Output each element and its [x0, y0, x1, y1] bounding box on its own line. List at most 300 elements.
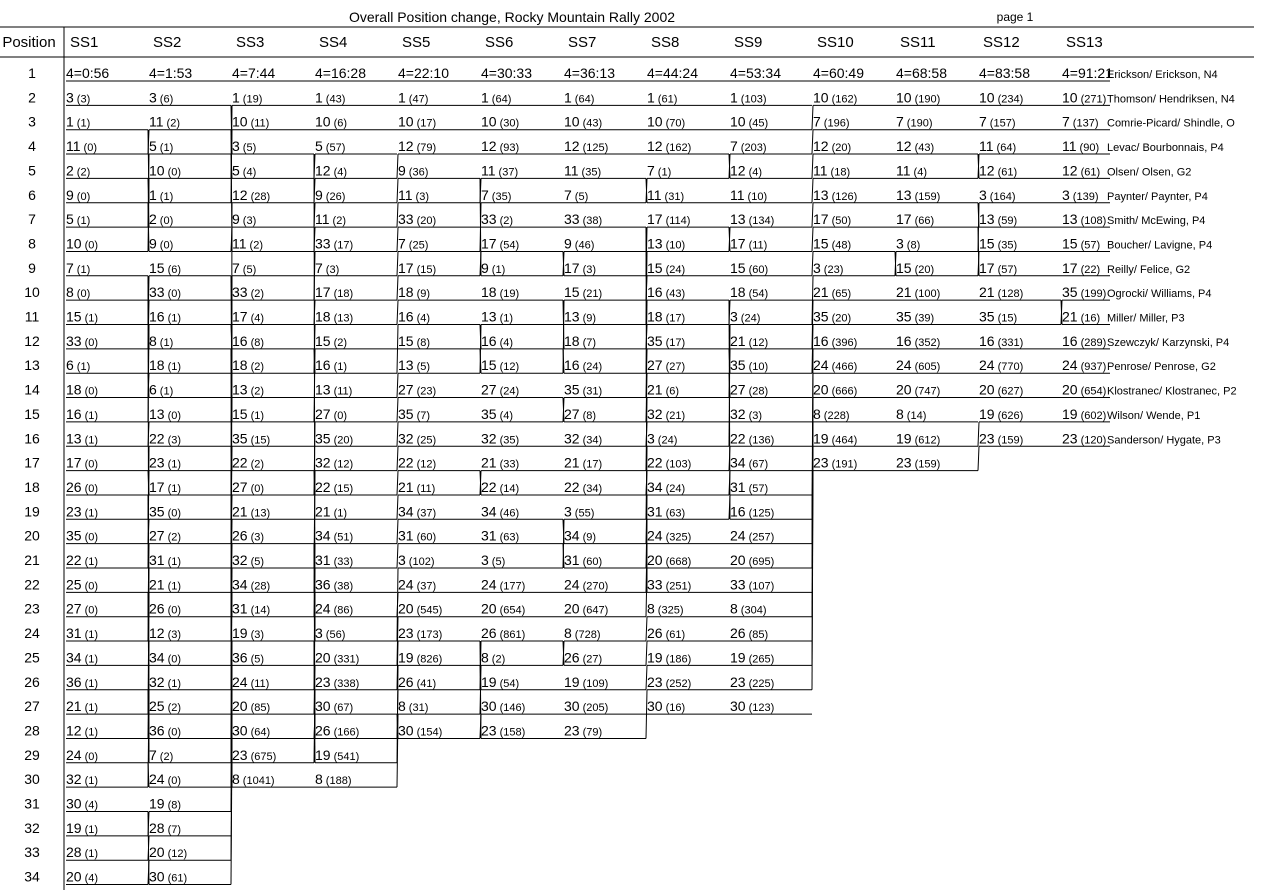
car-number: 12 [1062, 162, 1078, 179]
stage-cell [647, 528, 691, 544]
car-number: 18 [481, 284, 497, 301]
car-number: 10 [232, 113, 248, 130]
car-number: 27 [730, 381, 746, 398]
car-number: 23 [481, 722, 497, 739]
car-number: 33 [149, 284, 165, 301]
car-number: 21 [481, 454, 497, 471]
car-number: 17 [398, 259, 414, 276]
car-number: 20 [315, 649, 331, 666]
seconds-behind: (35) [499, 434, 520, 447]
seconds-behind: (1) [84, 823, 99, 836]
stage-cell [232, 114, 269, 130]
stage-cell [66, 771, 98, 787]
seconds-behind: (0) [167, 507, 182, 520]
car-number: 7 [481, 186, 489, 203]
seconds-behind: (19) [242, 93, 263, 106]
stage-cell [481, 89, 511, 105]
seconds-behind: (1) [167, 677, 182, 690]
stage-cell [979, 382, 1023, 398]
position-number: 10 [24, 284, 40, 301]
stage-cell [979, 114, 1015, 130]
seconds-behind: (396) [831, 336, 858, 349]
seconds-behind: (33) [333, 556, 354, 568]
stage-cell [398, 114, 436, 130]
car-number: 7 [813, 113, 821, 130]
car-number: 12 [398, 138, 414, 155]
stage-cell [564, 284, 602, 300]
seconds-behind: (34) [582, 482, 603, 495]
car-number: 3 [315, 625, 323, 642]
car-number: 21 [66, 698, 82, 715]
stage-cell [647, 455, 691, 471]
car-number: 20 [398, 600, 414, 617]
position-number: 28 [24, 722, 40, 739]
car-number: 15 [481, 357, 497, 374]
seconds-behind: (139) [1072, 190, 1099, 203]
car-number: 12 [730, 162, 746, 179]
seconds-behind: (4) [84, 799, 99, 812]
stage-cell [647, 357, 685, 373]
car-number: 13 [315, 381, 331, 398]
car-number: 8 [481, 649, 489, 666]
stage-cell [315, 552, 353, 568]
crew-name: Wilson/ Wende, P1 [1107, 409, 1201, 422]
seconds-behind: (12) [333, 458, 354, 471]
car-number: 34 [149, 649, 165, 666]
seconds-behind: (22) [1080, 263, 1101, 276]
car-number: 22 [66, 552, 82, 568]
stage-cell [398, 406, 430, 422]
seconds-behind: (3) [76, 93, 91, 106]
stage-cell [896, 162, 927, 178]
stage-cell [398, 601, 442, 617]
car-number: 12 [481, 138, 497, 155]
stage-cell [813, 235, 851, 251]
car-number: 4 [979, 65, 987, 81]
seconds-behind: (1) [159, 190, 174, 203]
car-number: 15 [647, 259, 663, 276]
stage-cell [66, 820, 98, 836]
car-number: 17 [564, 259, 580, 276]
leader-time: =36:13 [571, 65, 616, 81]
car-number: 4 [398, 65, 406, 81]
seconds-behind: (51) [333, 531, 354, 544]
stage-cell [730, 528, 774, 544]
seconds-behind: (16) [1080, 312, 1101, 325]
crew-name: Thomson/ Hendriksen, N4 [1107, 93, 1235, 106]
seconds-behind: (6) [333, 117, 348, 130]
seconds-behind: (4) [499, 336, 514, 349]
seconds-behind: (48) [831, 239, 852, 252]
seconds-behind: (304) [740, 604, 767, 617]
seconds-behind: (1) [84, 677, 99, 690]
stage-cell [398, 503, 436, 519]
seconds-behind: (199) [1080, 288, 1107, 301]
seconds-behind: (265) [748, 653, 775, 666]
stage-cell [813, 382, 857, 398]
stage-cell [647, 382, 679, 398]
stage-cell [149, 382, 173, 398]
stage-cell [315, 211, 346, 227]
car-number: 20 [730, 552, 746, 568]
position-number: 22 [24, 576, 40, 593]
car-number: 21 [232, 503, 248, 520]
car-number: 25 [66, 576, 82, 593]
seconds-behind: (338) [333, 677, 360, 690]
position-number: 13 [24, 357, 40, 374]
car-number: 23 [315, 673, 331, 690]
position-number: 21 [24, 552, 40, 568]
seconds-behind: (57) [748, 482, 769, 495]
car-number: 21 [979, 284, 995, 301]
car-number: 7 [730, 138, 738, 155]
car-number: 13 [896, 186, 912, 203]
seconds-behind: (67) [333, 702, 354, 715]
seconds-behind: (1) [84, 653, 99, 666]
car-number: 16 [1062, 332, 1078, 349]
stage-cell [481, 601, 525, 617]
stage-cell [66, 162, 90, 178]
seconds-behind: (6) [665, 385, 680, 398]
stage-cell [232, 65, 275, 81]
seconds-behind: (1) [167, 312, 182, 325]
stage-cell [813, 162, 850, 178]
seconds-behind: (190) [914, 93, 941, 106]
car-number: 5 [66, 211, 74, 228]
stage-cell [66, 528, 98, 544]
stage-cell [564, 260, 596, 276]
car-number: 33 [730, 576, 746, 593]
car-number: 23 [813, 454, 829, 471]
stage-cell [232, 479, 264, 495]
seconds-behind: (11) [250, 117, 270, 130]
stage-cell [315, 771, 351, 787]
seconds-behind: (13) [333, 312, 354, 325]
car-number: 10 [979, 89, 995, 106]
seconds-behind: (54) [499, 239, 520, 252]
seconds-behind: (31) [582, 385, 603, 398]
seconds-behind: (177) [499, 580, 526, 593]
stage-cell [979, 406, 1023, 422]
seconds-behind: (154) [416, 726, 443, 739]
leader-time: =68:58 [903, 65, 948, 81]
chart-title: Overall Position change, Rocky Mountain Rally 2002 [348, 9, 676, 25]
position-number: 16 [24, 430, 40, 447]
seconds-behind: (3) [250, 531, 265, 544]
stage-cell [398, 138, 436, 154]
stage-cell [564, 674, 608, 690]
car-number: 32 [232, 552, 248, 568]
seconds-behind: (57) [325, 142, 346, 155]
car-number: 18 [564, 332, 580, 349]
car-number: 30 [481, 698, 497, 715]
car-number: 35 [647, 332, 663, 349]
seconds-behind: (125) [582, 142, 609, 155]
stage-cell [149, 284, 181, 300]
seconds-behind: (8) [906, 239, 921, 252]
car-number: 1 [730, 89, 738, 106]
stage-cell [979, 211, 1017, 227]
car-number: 11 [979, 138, 994, 155]
seconds-behind: (9) [582, 531, 597, 544]
stage-cell [813, 114, 849, 130]
stage-cell [66, 649, 98, 665]
car-number: 33 [481, 211, 497, 228]
car-number: 21 [149, 576, 165, 593]
seconds-behind: (162) [831, 93, 858, 106]
car-number: 31 [149, 552, 165, 568]
stage-header-ss9: SS9 [734, 34, 763, 51]
seconds-behind: (2) [499, 215, 514, 228]
stage-cell [564, 187, 588, 203]
stage-cell [730, 235, 767, 251]
car-number: 27 [315, 405, 331, 422]
car-number: 20 [149, 844, 165, 861]
car-number: 3 [481, 552, 489, 568]
position-numbers [24, 65, 40, 885]
car-number: 4 [481, 65, 489, 81]
seconds-behind: (28) [748, 385, 769, 398]
seconds-behind: (1) [657, 166, 672, 179]
car-number: 32 [398, 430, 414, 447]
seconds-behind: (4) [499, 409, 514, 422]
car-number: 24 [813, 357, 829, 374]
stage-cell [896, 406, 926, 422]
seconds-behind: (605) [914, 361, 941, 374]
stage-cell [232, 722, 270, 738]
seconds-behind: (5) [491, 556, 506, 568]
stage-cell [896, 260, 934, 276]
stage-cell [481, 479, 519, 495]
seconds-behind: (60) [748, 263, 769, 276]
seconds-behind: (18) [333, 288, 354, 301]
seconds-behind: (159) [997, 434, 1024, 447]
stage-cell [1062, 333, 1106, 349]
stage-cells [66, 65, 1113, 885]
stage-cell [647, 552, 691, 568]
stage-cell [730, 65, 781, 81]
stage-cell [1062, 309, 1100, 325]
seconds-behind: (1) [84, 556, 99, 568]
car-number: 16 [315, 357, 331, 374]
seconds-behind: (203) [740, 142, 767, 155]
position-number: 30 [24, 771, 40, 788]
stage-cell [481, 235, 519, 251]
seconds-behind: (43) [914, 142, 935, 155]
stage-cell [647, 211, 690, 227]
seconds-behind: (205) [582, 702, 609, 715]
seconds-behind: (9) [582, 312, 597, 325]
stage-cell [564, 430, 602, 446]
stage-cell [647, 601, 683, 617]
stage-cell [564, 649, 602, 665]
stage-cell [896, 114, 932, 130]
seconds-behind: (35) [997, 239, 1018, 252]
stage-cell [232, 333, 264, 349]
stage-cell [647, 625, 685, 641]
position-number: 9 [28, 259, 36, 276]
car-number: 15 [66, 308, 82, 325]
seconds-behind: (63) [499, 531, 520, 544]
car-number: 12 [896, 138, 912, 155]
car-number: 35 [315, 430, 331, 447]
car-number: 35 [398, 405, 414, 422]
car-number: 32 [564, 430, 580, 447]
leader-time: =0:56 [73, 65, 110, 81]
stage-cell [896, 89, 940, 105]
stage-cell [232, 674, 269, 690]
stage-cell [66, 382, 98, 398]
seconds-behind: (11) [416, 482, 436, 495]
car-number: 4 [730, 65, 738, 81]
stage-cell [149, 211, 173, 227]
stage-cell [149, 552, 181, 568]
position-number: 1 [28, 65, 36, 81]
car-number: 16 [896, 332, 912, 349]
stage-cell [564, 698, 608, 714]
seconds-behind: (24) [499, 385, 520, 398]
seconds-behind: (0) [76, 288, 91, 301]
seconds-behind: (136) [748, 434, 775, 447]
stage-cell [896, 187, 940, 203]
seconds-behind: (61) [1080, 166, 1101, 179]
car-number: 15 [979, 235, 995, 252]
seconds-behind: (28) [250, 580, 271, 593]
crew-name: Miller/ Miller, P3 [1107, 312, 1185, 325]
stage-cell [564, 576, 608, 592]
stage-cell [398, 576, 436, 592]
stage-cell [896, 284, 940, 300]
crew-name: Penrose/ Penrose, G2 [1107, 361, 1216, 374]
car-number: 34 [66, 649, 82, 666]
stage-cell [398, 333, 430, 349]
seconds-behind: (125) [748, 507, 775, 520]
car-number: 4 [315, 65, 323, 81]
car-number: 7 [896, 113, 904, 130]
stage-cell [149, 869, 187, 885]
stage-cell [232, 528, 264, 544]
seconds-behind: (57) [997, 263, 1018, 276]
stage-cell [398, 235, 428, 251]
seconds-behind: (1) [76, 263, 91, 276]
stage-headers [70, 34, 1103, 51]
stage-cell [896, 455, 940, 471]
car-number: 3 [232, 138, 240, 155]
stage-cell [730, 479, 768, 495]
seconds-behind: (14) [906, 409, 927, 422]
car-number: 19 [813, 430, 829, 447]
car-number: 12 [979, 162, 995, 179]
seconds-behind: (15) [250, 434, 271, 447]
seconds-behind: (55) [574, 507, 595, 520]
crew-name: Erickson/ Erickson, N4 [1107, 69, 1218, 81]
seconds-behind: (747) [914, 385, 941, 398]
car-number: 34 [647, 478, 663, 495]
car-number: 15 [398, 332, 414, 349]
seconds-behind: (43) [665, 288, 686, 301]
car-number: 35 [979, 308, 995, 325]
stage-cell [398, 698, 428, 714]
car-number: 4 [813, 65, 821, 81]
car-number: 3 [564, 503, 572, 520]
seconds-behind: (37) [498, 166, 519, 179]
seconds-behind: (93) [499, 142, 520, 155]
stage-cell [232, 698, 270, 714]
car-number: 16 [232, 332, 248, 349]
stage-cell [232, 625, 264, 641]
stage-cell [232, 503, 270, 519]
seconds-behind: (3) [748, 409, 763, 422]
car-number: 18 [149, 357, 165, 374]
stage-header-ss10: SS10 [817, 34, 854, 51]
car-number: 13 [564, 308, 580, 325]
stage-cell [1062, 65, 1113, 81]
stage-cell [481, 382, 519, 398]
stage-cell [66, 235, 98, 251]
seconds-behind: (8) [250, 336, 265, 349]
stage-cell [979, 333, 1023, 349]
seconds-behind: (1) [167, 361, 182, 374]
car-number: 23 [647, 673, 663, 690]
seconds-behind: (1) [499, 312, 514, 325]
seconds-behind: (37) [416, 507, 437, 520]
seconds-behind: (120) [1080, 434, 1107, 447]
seconds-behind: (252) [665, 677, 692, 690]
stage-cell [481, 528, 519, 544]
seconds-behind: (289) [1080, 336, 1107, 349]
seconds-behind: (70) [665, 117, 686, 130]
stage-cell [232, 309, 264, 325]
position-number: 25 [24, 649, 40, 666]
car-number: 5 [149, 138, 157, 155]
stage-header-ss4: SS4 [319, 34, 348, 51]
car-number: 15 [315, 332, 331, 349]
car-number: 31 [730, 478, 746, 495]
stage-cell [979, 138, 1016, 154]
car-number: 11 [730, 186, 745, 203]
car-number: 4 [647, 65, 655, 81]
seconds-behind: (6) [167, 263, 182, 276]
car-number: 16 [149, 308, 165, 325]
stage-cell [149, 138, 173, 154]
seconds-behind: (43) [582, 117, 603, 130]
seconds-behind: (37) [416, 580, 437, 593]
car-number: 33 [564, 211, 580, 228]
seconds-behind: (251) [665, 580, 692, 593]
car-number: 12 [647, 138, 663, 155]
position-number: 12 [24, 332, 40, 349]
stage-cell [66, 357, 90, 373]
seconds-behind: (38) [333, 580, 354, 593]
car-number: 20 [66, 868, 82, 885]
car-number: 4 [1062, 65, 1070, 81]
seconds-behind: (8) [167, 799, 182, 812]
stage-cell [232, 187, 270, 203]
seconds-behind: (39) [914, 312, 935, 325]
stage-cell [1062, 406, 1106, 422]
stage-cell [66, 503, 98, 519]
seconds-behind: (2) [332, 215, 346, 228]
car-number: 16 [398, 308, 414, 325]
stage-cell [66, 89, 90, 105]
seconds-behind: (728) [574, 629, 601, 642]
car-number: 3 [149, 89, 157, 106]
seconds-behind: (0) [84, 239, 99, 252]
stage-cell [398, 357, 430, 373]
seconds-behind: (46) [499, 507, 520, 520]
car-number: 13 [730, 211, 746, 228]
seconds-behind: (60) [582, 556, 603, 568]
